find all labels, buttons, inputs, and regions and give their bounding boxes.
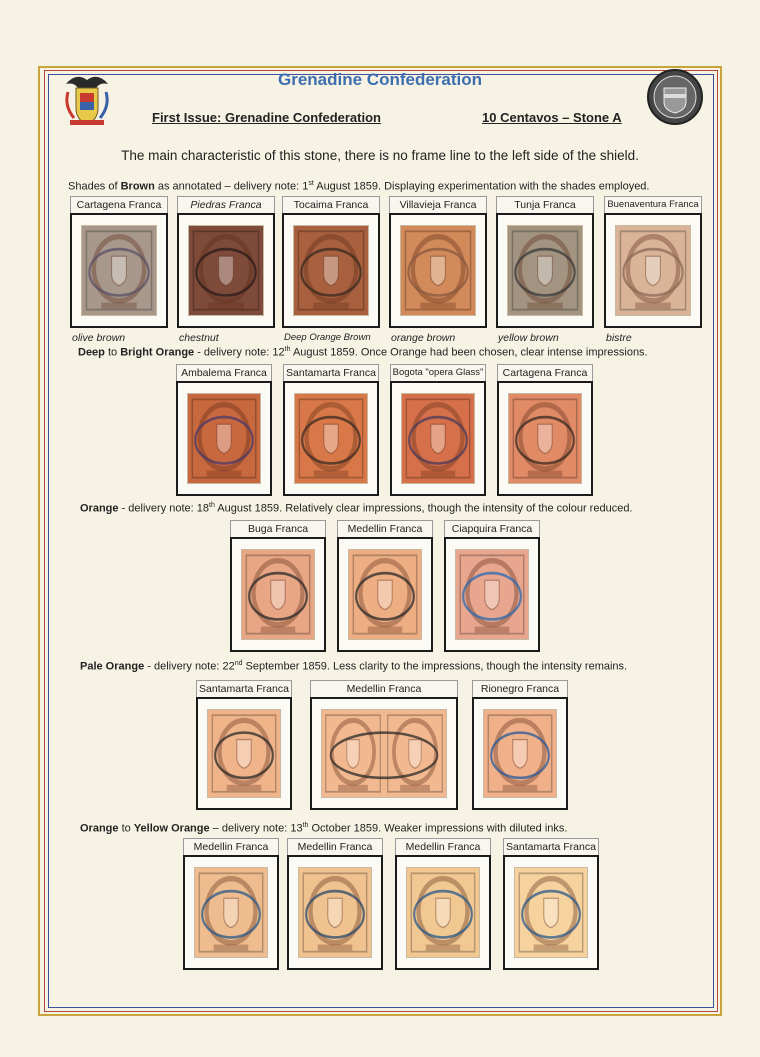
stamp-label: Tunja Franca — [496, 196, 594, 213]
stamp-mount — [283, 364, 379, 496]
stamp-frame — [230, 537, 326, 652]
caption-fragment: Shades of — [68, 180, 121, 193]
stamp-label: Cartagena Franca — [497, 364, 593, 381]
stamp-frame — [395, 855, 491, 970]
stamp-frame — [176, 381, 272, 496]
caption-fragment: st — [308, 180, 314, 187]
stamp-frame — [310, 697, 458, 810]
caption-fragment: Orange — [80, 822, 119, 835]
caption-fragment: th — [209, 502, 215, 509]
caption-fragment: August 1859. Relatively clear impressions, though the intensity of the colour reduced. — [214, 502, 633, 515]
stamp-image — [400, 225, 476, 316]
caption-fragment: to — [104, 346, 121, 359]
stamp-mount — [444, 520, 540, 652]
stamp-label: Santamarta Franca — [196, 680, 292, 697]
shade-label: orange brown — [391, 332, 456, 344]
page-title: Grenadine Confederation — [277, 70, 483, 89]
stamp-label: Santamarta Franca — [283, 364, 379, 381]
stamp-image — [298, 867, 372, 958]
stamp-label: Bogota "opera Glass" — [390, 364, 486, 381]
caption-fragment: - delivery note: 18 — [118, 502, 210, 515]
section-caption — [80, 660, 627, 673]
intro-text: The main characteristic of this stone, there is no frame line to the left side of the shield. — [121, 148, 639, 163]
stamp-label: Medellin Franca — [287, 838, 383, 855]
stamp-image — [483, 709, 557, 798]
stamp-mount — [183, 838, 279, 970]
caption-fragment: Deep — [78, 346, 105, 359]
stamp-image — [348, 549, 422, 640]
stamp-label: Cartagena Franca — [70, 196, 168, 213]
stamp-image — [406, 867, 480, 958]
stamp-label: Buga Franca — [230, 520, 326, 537]
stamp-label: Santamarta Franca — [503, 838, 599, 855]
stamp-label: Tocaima Franca — [282, 196, 380, 213]
stamp-label: Piedras Franca — [177, 196, 275, 213]
caption-fragment: - delivery note: 12 — [194, 346, 285, 359]
stamp-label: Buenaventura Franca — [604, 196, 702, 213]
value-subtitle: 10 Centavos – Stone A — [482, 110, 622, 125]
shade-label: chestnut — [179, 332, 219, 344]
caption-fragment: Yellow Orange — [133, 822, 210, 835]
stamp-mount — [176, 364, 272, 496]
stamp-image — [615, 225, 691, 316]
stamp-frame — [183, 855, 279, 970]
caption-fragment: – delivery note: 13 — [209, 822, 303, 835]
stamp-label: Ambalema Franca — [176, 364, 272, 381]
stamp-frame — [604, 213, 702, 328]
stamp-frame — [196, 697, 292, 810]
stamp-frame — [472, 697, 568, 810]
issue-subtitle: First Issue: Grenadine Confederation — [152, 110, 381, 125]
stamp-image — [81, 225, 157, 316]
stamp-mount — [287, 838, 383, 970]
caption-fragment: nd — [234, 660, 243, 667]
stamp-mount — [70, 196, 168, 332]
section-caption — [78, 346, 648, 359]
caption-fragment: August 1859. Once Orange had been chosen, clear intense impressions. — [290, 346, 648, 359]
stamp-mount — [282, 196, 380, 332]
stamp-image — [455, 549, 529, 640]
stamp-mount — [230, 520, 326, 652]
stamp-label: Medellin Franca — [395, 838, 491, 855]
stamp-frame — [444, 537, 540, 652]
caption-fragment: Pale Orange — [80, 660, 145, 673]
stamp-label: Rionegro Franca — [472, 680, 568, 697]
stamp-label: Medellin Franca — [337, 520, 433, 537]
stamp-mount — [503, 838, 599, 970]
stamp-frame — [497, 381, 593, 496]
shade-label: Deep Orange Brown — [284, 332, 371, 343]
stamp-image — [207, 709, 281, 798]
stamp-label: Medellin Franca — [310, 680, 458, 697]
caption-fragment: Orange — [80, 502, 119, 515]
stamp-mount — [390, 364, 486, 496]
stamp-mount — [389, 196, 487, 332]
section-caption — [80, 502, 633, 515]
stamp-mount — [395, 838, 491, 970]
stamp-mount — [177, 196, 275, 332]
stamp-frame — [287, 855, 383, 970]
stamp-image — [508, 393, 582, 484]
stamp-frame — [337, 537, 433, 652]
stamp-mount — [196, 680, 292, 810]
stamp-image — [187, 393, 261, 484]
stamp-frame — [70, 213, 168, 328]
section-caption — [80, 822, 567, 835]
stamp-frame — [283, 381, 379, 496]
stamp-mount — [604, 196, 702, 332]
stamp-image — [194, 867, 268, 958]
stamp-image — [514, 867, 588, 958]
stamp-label: Ciapquira Franca — [444, 520, 540, 537]
caption-fragment: th — [284, 346, 291, 353]
caption-fragment: September 1859. Less clarity to the impressions, though the intensity remains. — [242, 660, 628, 673]
caption-fragment: August 1859. Displaying experimentation with the shades employed. — [313, 180, 650, 193]
stamp-mount — [497, 364, 593, 496]
caption-fragment: - delivery note: 22 — [144, 660, 235, 673]
stamp-mount — [310, 680, 458, 810]
stamp-mount — [472, 680, 568, 810]
caption-fragment: as annotated – delivery note: 1 — [154, 180, 309, 193]
stamp-mount — [337, 520, 433, 652]
stamp-frame — [496, 213, 594, 328]
shade-label: bistre — [606, 332, 632, 344]
stamp-image — [188, 225, 264, 316]
stamp-image — [241, 549, 315, 640]
stamp-frame — [389, 213, 487, 328]
stamp-frame — [282, 213, 380, 328]
stamp-label: Medellin Franca — [183, 838, 279, 855]
stamp-mount — [496, 196, 594, 332]
shade-label: yellow brown — [498, 332, 559, 344]
stamp-label: Villavieja Franca — [389, 196, 487, 213]
shade-label: olive brown — [72, 332, 126, 344]
stamp-image — [401, 393, 475, 484]
caption-fragment: Bright Orange — [120, 346, 195, 359]
stamp-image — [294, 393, 368, 484]
stamp-frame — [390, 381, 486, 496]
caption-fragment: th — [302, 822, 309, 829]
stamp-image — [293, 225, 369, 316]
stamp-image — [507, 225, 583, 316]
section-caption — [68, 180, 650, 193]
stamp-frame — [503, 855, 599, 970]
stamp-frame — [177, 213, 275, 328]
caption-fragment: Brown — [120, 180, 155, 193]
stamp-image — [321, 709, 447, 798]
caption-fragment: to — [118, 822, 134, 835]
caption-fragment: October 1859. Weaker impressions with diluted inks. — [308, 822, 568, 835]
